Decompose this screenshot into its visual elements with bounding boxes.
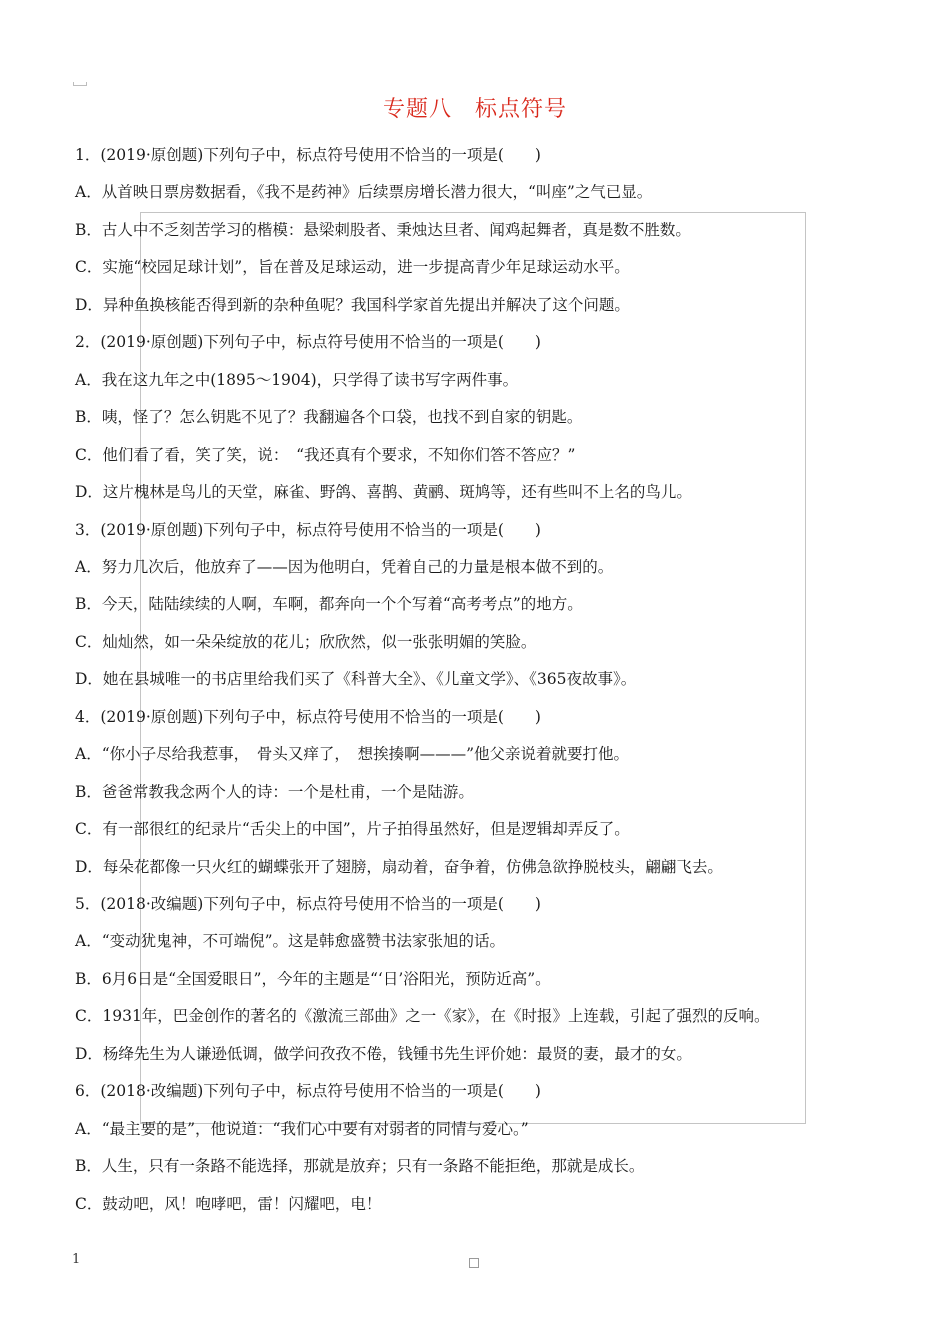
- answer-option: D．她在县城唯一的书店里给我们买了《科普大全》、《儿童文学》、《365夜故事》。: [75, 670, 637, 689]
- question-stem: 2．(2019·原创题)下列句子中，标点符号使用不恰当的一项是( ): [75, 333, 541, 352]
- question-stem: 1．(2019·原创题)下列句子中，标点符号使用不恰当的一项是( ): [75, 146, 541, 164]
- page-number: 1: [72, 1252, 81, 1267]
- answer-option: A．从首映日票房数据看，《我不是药神》后续票房增长潜力很大，“叫座”之气已显。: [75, 183, 653, 202]
- answer-option: D．这片槐林是鸟儿的天堂，麻雀、野鸽、喜鹊、黄鹂、斑鸠等，还有些叫不上名的鸟儿。: [75, 483, 692, 502]
- answer-option: C．有一部很红的纪录片“舌尖上的中国”，片子拍得虽然好，但是逻辑却弄反了。: [75, 820, 630, 839]
- corner-crop-mark: [73, 82, 87, 86]
- answer-option: C．实施“校园足球计划”，旨在普及足球运动，进一步提高青少年足球运动水平。: [75, 258, 630, 277]
- answer-option: A．“最主要的是”，他说道：“我们心中要有对弱者的同情与爱心。”: [75, 1119, 529, 1138]
- footer-box-mark: [469, 1258, 479, 1268]
- question-stem: 3．(2019·原创题)下列句子中，标点符号使用不恰当的一项是( ): [75, 520, 541, 539]
- question-stem: 4．(2019·原创题)下列句子中，标点符号使用不恰当的一项是( ): [75, 707, 541, 726]
- answer-option: B．古人中不乏刻苦学习的楷模：悬梁刺股者、秉烛达旦者、闻鸡起舞者，真是数不胜数。: [75, 220, 691, 239]
- page-title: 专题八 标点符号: [382, 97, 567, 122]
- answer-option: B．爸爸常教我念两个人的诗：一个是杜甫，一个是陆游。: [75, 782, 474, 801]
- answer-option: B．今天，陆陆续续的人啊，车啊，都奔向一个个写着“高考考点”的地方。: [75, 595, 583, 614]
- answer-option: A．我在这九年之中(1895～1904)，只学得了读书写字两件事。: [75, 370, 519, 389]
- answer-option: D．异种鱼换核能否得到新的杂种鱼呢？我国科学家首先提出并解决了这个问题。: [75, 295, 630, 314]
- answer-option: A．努力几次后，他放弃了——因为他明白，凭着自己的力量是根本做不到的。: [75, 557, 614, 576]
- answer-option: D．每朵花都像一只火红的蝴蝶张开了翅膀，扇动着，奋争着，仿佛急欲挣脱枝头，翩翩飞去。: [75, 857, 723, 876]
- answer-option: B．咦，怪了？怎么钥匙不见了？我翻遍各个口袋，也找不到自家的钥匙。: [75, 408, 583, 427]
- answer-option: C．1931年，巴金创作的著名的《激流三部曲》之一《家》，在《时报》上连载，引起了强烈的反响。: [75, 1007, 770, 1026]
- answer-option: C．灿灿然，如一朵朵绽放的花儿；欣欣然，似一张张明媚的笑脸。: [75, 632, 537, 651]
- answer-option: C．他们看了看，笑了笑，说： “我还真有个要求，不知你们答不答应？”: [75, 445, 576, 464]
- answer-option: C．鼓动吧，风！咆哮吧，雷！闪耀吧，电！: [75, 1194, 382, 1213]
- question-stem: 6．(2018·改编题)下列句子中，标点符号使用不恰当的一项是( ): [75, 1082, 541, 1101]
- answer-option: B．6月6日是“全国爱眼日”，今年的主题是“‘日’浴阳光，预防近高”。: [75, 969, 551, 988]
- question-stem: 5．(2018·改编题)下列句子中，标点符号使用不恰当的一项是( ): [75, 895, 541, 913]
- answer-option: D．杨绛先生为人谦逊低调，做学问孜孜不倦，钱锺书先生评价她：最贤的妻，最才的女。: [75, 1044, 692, 1063]
- answer-option: A．“你小子尽给我惹事， 骨头又痒了， 想挨揍啊———”他父亲说着就要打他。: [75, 745, 630, 764]
- answer-option: A．“变动犹鬼神，不可端倪”。这是韩愈盛赞书法家张旭的话。: [75, 932, 506, 951]
- answer-option: B．人生，只有一条路不能选择，那就是放弃；只有一条路不能拒绝，那就是成长。: [75, 1157, 645, 1176]
